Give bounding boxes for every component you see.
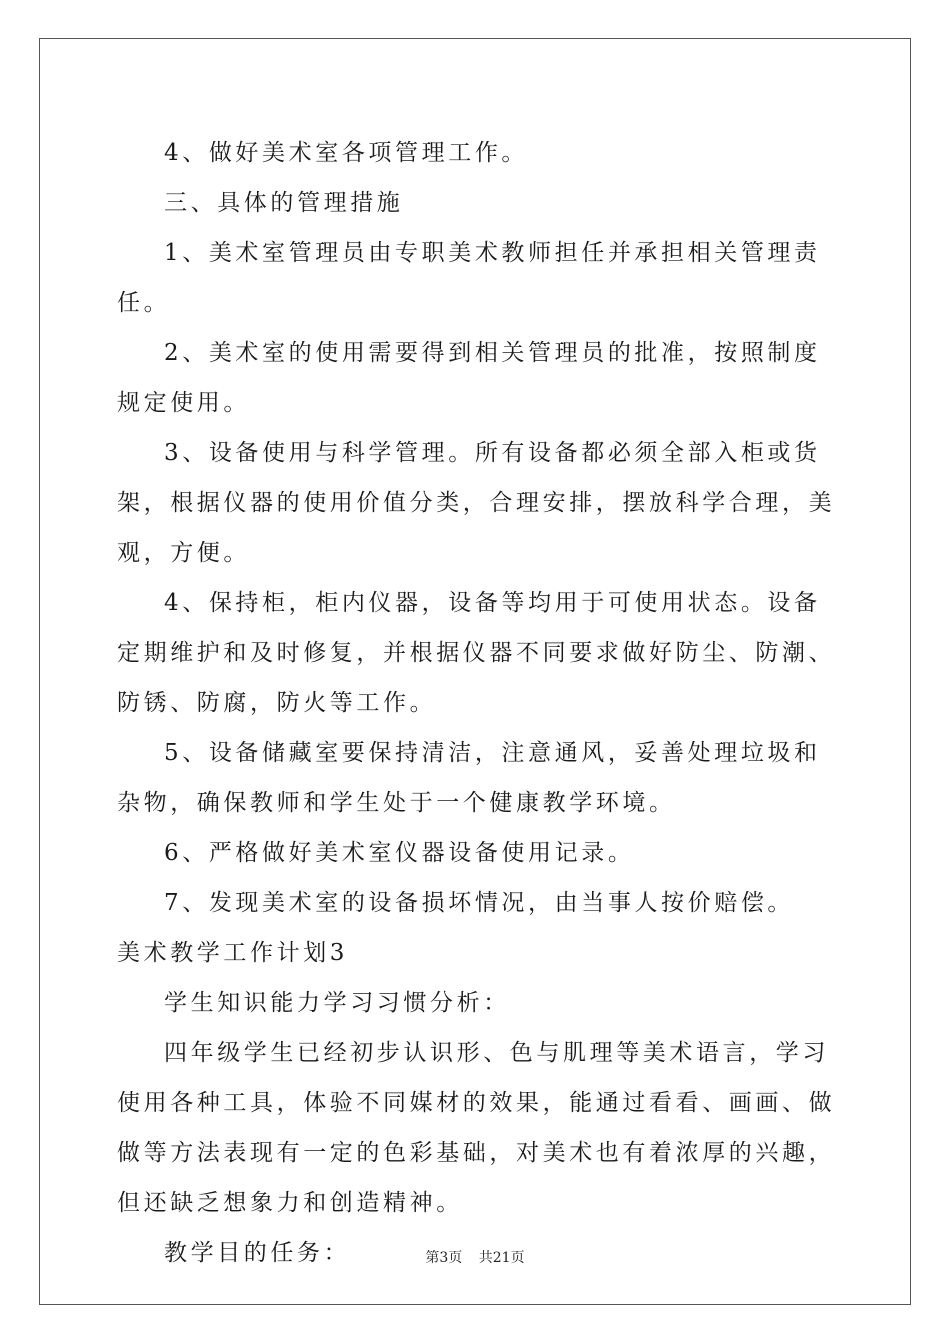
paragraph: 4、做好美术室各项管理工作。 xyxy=(164,140,529,166)
paragraph: 4、保持柜，柜内仪器，设备等均用于可使用状态。设备定期维护和及时修复，并根据仪器不同要求做好防尘、防潮、防锈、防腐，防火等工作。 xyxy=(117,590,836,716)
paragraph: 5、设备储藏室要保持清洁，注意通风，妥善处理垃圾和杂物，确保教师和学生处于一个健康教学环境。 xyxy=(117,740,821,816)
page-footer xyxy=(0,1247,950,1267)
paragraph: 6、严格做好美术室仪器设备使用记录。 xyxy=(164,840,635,866)
paragraph: 四年级学生已经初步认识形、色与肌理等美术语言，学习使用各种工具，体验不同媒材的效果，能通过看看、画画、做做等方法表现有一定的色彩基础，对美术也有着浓厚的兴趣，但还缺乏想象力和创造精神。 xyxy=(117,1040,836,1216)
document-body xyxy=(117,128,837,1278)
page-total: 共21页 xyxy=(478,1250,525,1266)
document-title: 美术教学工作计划3 xyxy=(117,940,349,966)
paragraph: 7、发现美术室的设备损坏情况，由当事人按价赔偿。 xyxy=(164,890,795,916)
paragraph: 3、设备使用与科学管理。所有设备都必须全部入柜或货架，根据仪器的使用价值分类，合理安排，摆放科学合理，美观，方便。 xyxy=(117,440,836,566)
section-heading: 三、具体的管理措施 xyxy=(164,190,404,216)
paragraph: 2、美术室的使用需要得到相关管理员的批准，按照制度规定使用。 xyxy=(117,340,821,416)
page-number: 第3页 xyxy=(425,1250,463,1266)
paragraph: 学生知识能力学习习惯分析： xyxy=(164,990,510,1016)
paragraph: 教学目的任务： xyxy=(164,1240,351,1266)
paragraph: 1、美术室管理员由专职美术教师担任并承担相关管理责任。 xyxy=(117,240,821,316)
